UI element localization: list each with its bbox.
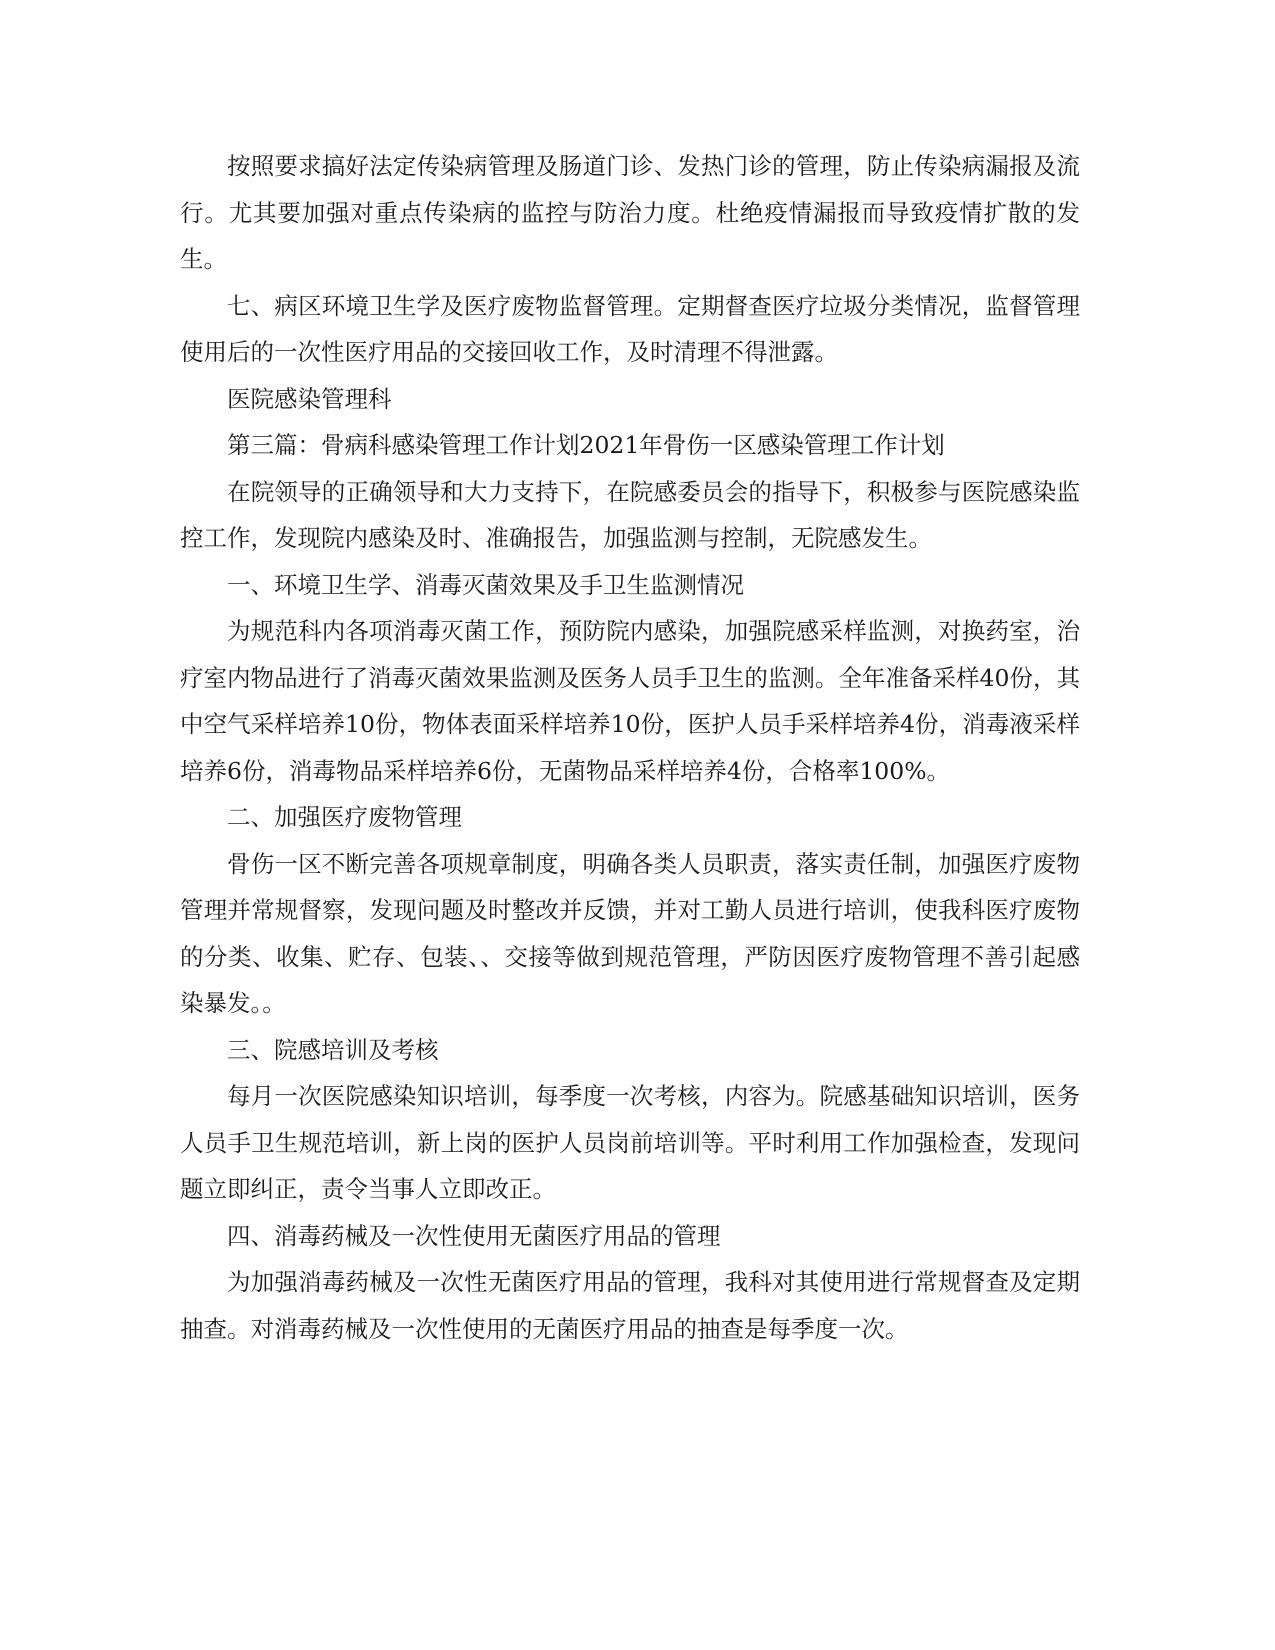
paragraph-sampling: 为规范科内各项消毒灭菌工作，预防院内感染，加强院感采样监测，对换药室，治疗室内物品进行了消毒灭菌效果监测及医务人员手卫生的监测。全年准备采样40份，其中空气采样培养10份，物体表面采样培养10份，医护人员手采样培养4份，消毒液采样培养6份，消毒物品采样培养6份，无菌物品采样培养4份，合格率100%。 xyxy=(180,617,1080,785)
paragraph-part-three-title: 第三篇：骨病科感染管理工作计划2021年骨伤一区感染管理工作计划 xyxy=(227,431,945,459)
paragraph-intro: 在院领导的正确领导和大力支持下，在院感委员会的指导下，积极参与医院感染监控工作，发现院内感染及时、准确报告，加强监测与控制，无院感发生。 xyxy=(180,477,1080,552)
document-body xyxy=(180,143,1080,1352)
heading-section-one: 一、环境卫生学、消毒灭菌效果及手卫生监测情况 xyxy=(227,570,744,599)
paragraph-infectious-disease: 按照要求搞好法定传染病管理及肠道门诊、发热门诊的管理，防止传染病漏报及流行。尤其要加强对重点传染病的监控与防治力度。杜绝疫情漏报而导致疫情扩散的发生。 xyxy=(180,152,1080,273)
heading-section-four: 四、消毒药械及一次性使用无菌医疗用品的管理 xyxy=(227,1221,721,1250)
paragraph-training: 每月一次医院感染知识培训，每季度一次考核，内容为。院感基础知识培训，医务人员手卫生规范培训，新上岗的医护人员岗前培训等。平时利用工作加强检查，发现问题立即纠正，责令当事人立即改正。 xyxy=(180,1082,1080,1203)
paragraph-disinfection-supplies: 为加强消毒药械及一次性无菌医疗用品的管理，我科对其使用进行常规督查及定期抽查。对消毒药械及一次性使用的无菌医疗用品的抽查是每季度一次。 xyxy=(180,1268,1080,1343)
paragraph-waste-management: 骨伤一区不断完善各项规章制度，明确各类人员职责，落实责任制，加强医疗废物管理并常规督察，发现问题及时整改并反馈，并对工勤人员进行培训，使我科医疗废物的分类、收集、贮存、包装、、交接等做到规范管理，严防因医疗废物管理不善引起感染暴发。。 xyxy=(180,849,1080,1017)
heading-section-two: 二、加强医疗废物管理 xyxy=(227,803,462,831)
paragraph-department-name: 医院感染管理科 xyxy=(227,384,392,413)
paragraph-section-seven: 七、病区环境卫生学及医疗废物监督管理。定期督查医疗垃圾分类情况，监督管理使用后的一次性医疗用品的交接回收工作，及时清理不得泄露。 xyxy=(180,291,1080,366)
heading-section-three: 三、院感培训及考核 xyxy=(227,1035,439,1064)
